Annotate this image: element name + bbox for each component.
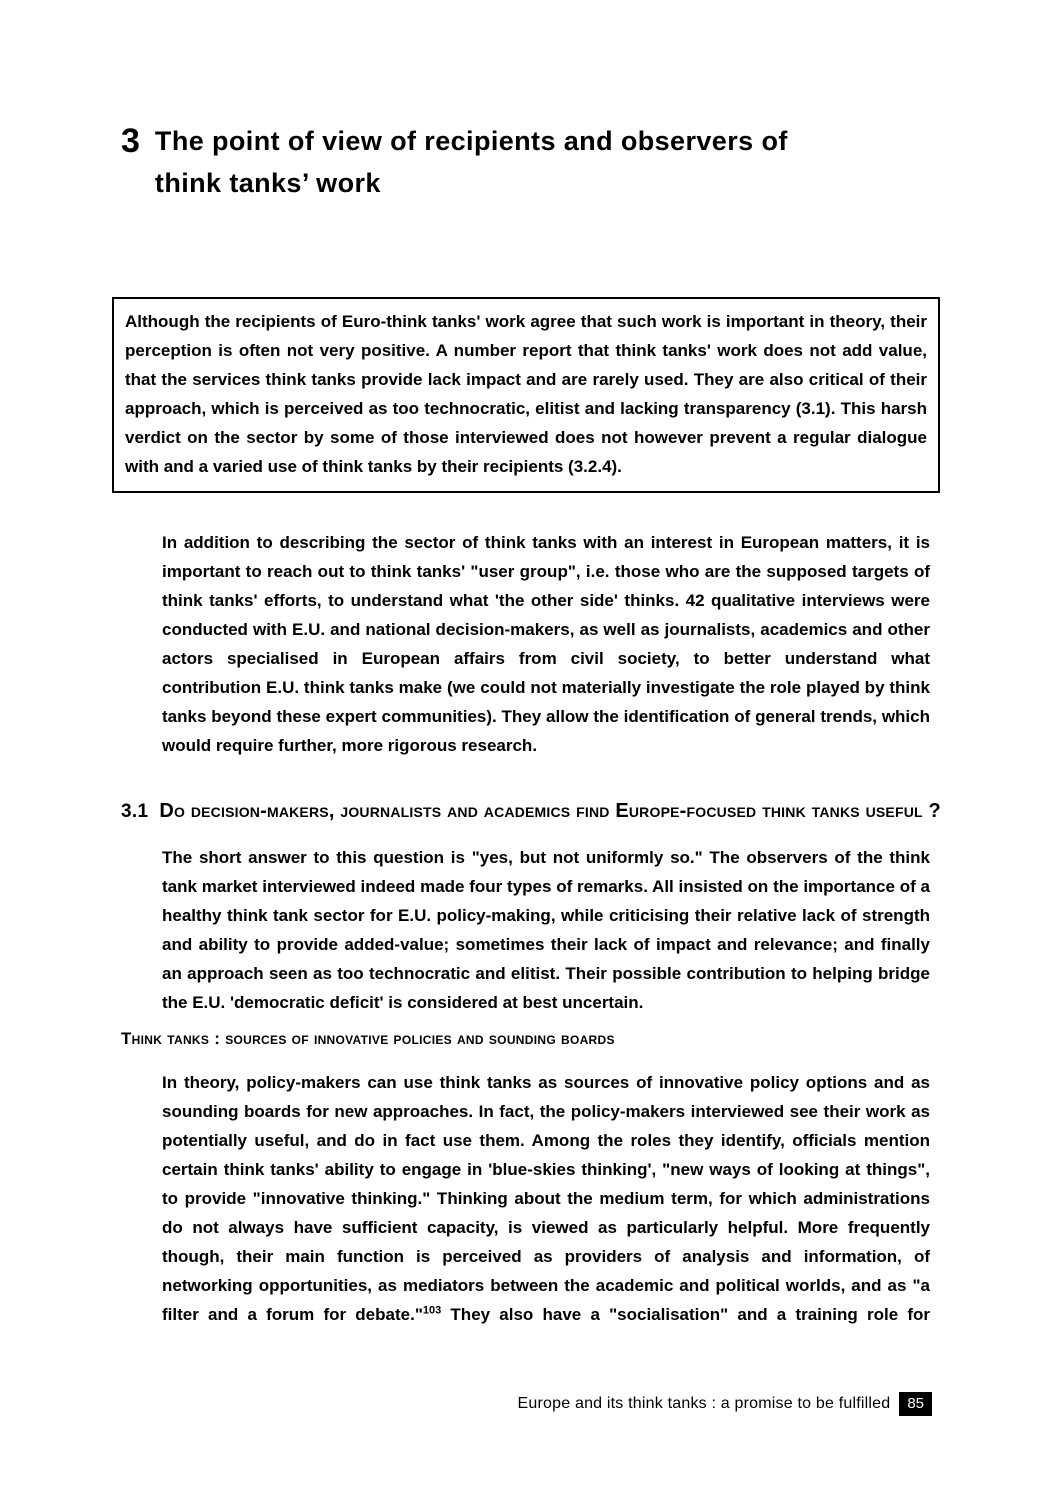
- page-number-badge: 85: [899, 1392, 932, 1416]
- footnote-reference: 103: [422, 1304, 442, 1317]
- section-heading: [121, 800, 941, 823]
- subsection-paragraph-continuation: They also have a "socialisation" and a training role for: [441, 1305, 930, 1324]
- page-footer: [518, 1392, 932, 1416]
- summary-box-text: Although the recipients of Euro-think tanks' work agree that such work is important in theory, their perception is often not very positive. A number report that think tanks' work does not add value, that the services think tanks provide lack impact and are rarely used. They are also critical of their approach, which is perceived as too technocratic, elitist and lacking transparency (3.1). This harsh verdict on the sector by some of those interviewed does not however prevent a regular dialogue with and a varied use of think tanks by their recipients (3.2.4).: [125, 312, 927, 476]
- chapter-title: [155, 120, 788, 204]
- summary-box: [112, 297, 940, 493]
- section-paragraph: The short answer to this question is "yes, but not uniformly so." The observers of the think tank market interviewed indeed made four types of remarks. All insisted on the importance of a healthy think tank sector for E.U. policy-making, while criticising their relative lack of strength and ability to provide added-value; sometimes their lack of impact and relevance; and finally an approach seen as too technocratic and elitist. Their possible contribution to helping bridge the E.U. 'democratic deficit' is considered at best uncertain.: [162, 848, 930, 1012]
- section-title: Do decision-makers, journalists and academics find Europe-focused think tanks useful ?: [159, 800, 941, 822]
- subsection-paragraph: [162, 1068, 930, 1329]
- subsection-heading: Think tanks : sources of innovative policies and sounding boards: [121, 1029, 615, 1048]
- intro-paragraph: In addition to describing the sector of think tanks with an interest in European matters, it is important to reach out to think tanks' "user group", i.e. those who are the supposed targets of think tanks' efforts, to understand what 'the other side' thinks. 42 qualitative interviews were conducted with E.U. and national decision-makers, as well as journalists, academics and other actors specialised in European affairs from civil society, to better understand what contribution E.U. think tanks make (we could not materially investigate the role played by think tanks beyond these expert communities). They allow the identification of general trends, which would require further, more rigorous research.: [162, 533, 930, 755]
- book-title: Europe and its think tanks : a promise to be fulfilled: [517, 1395, 891, 1412]
- chapter-title-line-1: The point of view of recipients and observers of: [154, 126, 788, 156]
- chapter-heading: [121, 120, 788, 204]
- section-number: 3.1: [121, 801, 149, 822]
- subsection-paragraph-text: In theory, policy-makers can use think tanks as sources of innovative policy options and as sounding boards for new approaches. In fact, the policy-makers interviewed see their work as potentially useful, and do in fact use them. Among the roles they identify, officials mention certain think tanks' ability to engage in 'blue-skies thinking', "new ways of looking at things", to provide "innovative thinking." Thinking about the medium term, for which administrations do not always have sufficient capacity, is viewed as particularly helpful. More frequently though, their main function is perceived as providers of analysis and information, of networking opportunities, as mediators between the academic and political worlds, and as "a filter and a forum for debate.": [162, 1073, 930, 1324]
- chapter-title-line-2: think tanks’ work: [154, 168, 381, 198]
- chapter-number: 3: [121, 122, 140, 160]
